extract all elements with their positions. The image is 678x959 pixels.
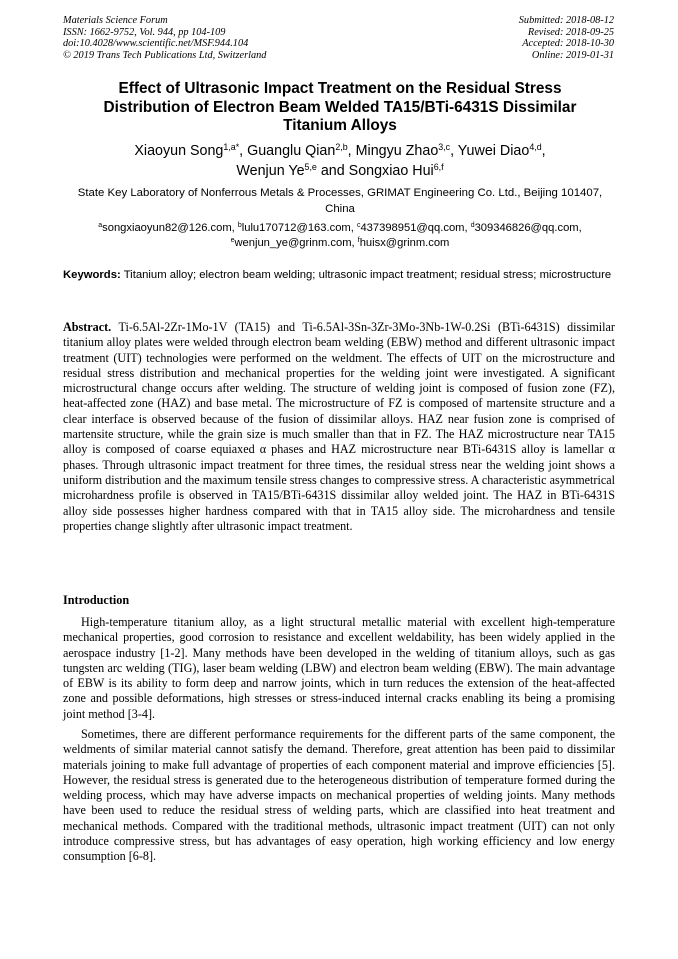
journal-copyright: © 2019 Trans Tech Publications Ltd, Switzerland [63,49,267,61]
author-name: Guanglu Qian [247,143,336,159]
author-line [60,141,620,161]
author-affiliation-mark: 1,a* [223,142,240,153]
author-name: Songxiao Hui [348,163,434,179]
date-revised: Revised: 2018-09-25 [527,26,614,38]
email-link[interactable]: lulu170712@163.com [241,222,351,234]
keywords-label: Keywords: [63,269,121,281]
email-mark: f [357,237,360,245]
author-separator: , [450,143,458,159]
abstract-block [63,320,615,534]
author-affiliation-mark: 2,b [335,142,348,153]
publication-dates [519,15,614,61]
title-line: Titanium Alloys [283,117,397,134]
title-line: Effect of Ultrasonic Impact Treatment on the Residual Stress [118,80,562,97]
author-affiliation-mark: 4,d [529,142,542,153]
date-accepted: Accepted: 2018-10-30 [522,38,614,50]
abstract-text: Ti-6.5Al-2Zr-1Mo-1V (TA15) and Ti-6.5Al-3Sn-3Zr-3Mo-3Nb-1W-0.2Si (BTi-6431S) dissimilar titanium alloy plates were welded through electron beam welding (EBW) method and different ultrasonic impact treatment (UIT) technologies were performed on the weldment. The effects of UIT on the microstructure and residual stress distribution and mechanical properties for the welding joint were investigated. A significant microstructural change occurs after welding. The structure of welding joint is composed of fusion zone (FZ), heat-affected zone (HAZ) and base metal. The microstructure of FZ is composed of martensite structure and a clear interface is observed because of the fusion of dissimilar alloys. HAZ near fusion zone is comprised of martensite structure, while the grain size is much smaller than that in FZ. The HAZ microstructure near TA15 alloy is composed of coarse equiaxed α phases and HAZ microstructure near BTi-6431S alloy is lamellar α phases. Through ultrasonic impact treatment for three times, the residual stress near the welding joint shows a uniform distribution and the maximum tensile stress changes to compressive stress. A characteristic asymmetrical microhardness profile is observed in TA15/BTi-6431S dissimilar alloy welded joint. The HAZ in BTi-6431S alloy side possesses higher hardness compared with that in TA15 alloy side. The microhardness and tensile properties change slightly after ultrasonic impact treatment. [63,320,615,533]
email-separator: , [578,222,582,234]
email-link[interactable]: wenjun_ye@grinm.com [234,237,352,250]
author-separator: , [347,143,356,159]
author-affiliation-mark: 3,c [438,142,451,153]
abstract-label: Abstract. [63,320,112,334]
title-line: Distribution of Electron Beam Welded TA15/BTi-6431S Dissimilar [103,98,577,116]
date-online: Online: 2019-01-31 [531,49,614,61]
author-affiliation-mark: 5,e [304,162,317,173]
date-submitted: Submitted: 2018-08-12 [518,15,614,26]
section-heading-introduction: Introduction [63,593,130,607]
author-line [60,161,620,181]
email-line [60,221,620,236]
journal-info [63,15,266,61]
author-name: Wenjun Ye [236,163,305,179]
author-separator: , [541,143,546,159]
body-paragraph: High-temperature titanium alloy, as a light structural metallic material with excellent high-temperature mechanical properties, good corrosion to resistance and excellent weldability, has been widely applied in the aerospace industry [1-2]. Many methods have been developed in the welding of titanium alloys, such as gas tungsten arc welding (TIG), laser beam welding (LBW) and electron beam welding (EBW). The main advantage of EBW is its ability to form deep and narrow joints, which in turn reduces the extension of the heat-affected zone and possible deformations, high stresses or stress-induced internal cracks enabling its being a promising joint method [3-4]. [63,615,615,721]
author-separator: and [316,163,349,179]
email-separator: , [231,222,238,234]
author-list [60,141,620,181]
email-list [60,221,620,251]
journal-doi[interactable]: doi:10.4028/www.scientific.net/MSF.944.104 [63,38,249,50]
email-mark: b [237,222,242,230]
author-name: Xiaoyun Song [134,143,224,159]
email-mark: c [356,222,361,230]
email-line [60,236,620,251]
author-separator: , [239,143,248,159]
paper-title [60,80,620,136]
keywords-text: Titanium alloy; electron beam welding; ultrasonic impact treatment; residual stress; microstructure [123,269,612,281]
email-mark: a [98,222,103,230]
email-separator: , [464,222,471,234]
author-affiliation-mark: 6,f [433,162,444,173]
author-name: Mingyu Zhao [355,143,439,159]
affiliation: State Key Laboratory of Nonferrous Metals & Processes, GRIMAT Engineering Co. Ltd., Beijing 101407, China [77,187,603,215]
email-link[interactable]: 309346826@qq.com [474,222,579,234]
email-mark: e [230,237,235,245]
body-paragraph: Sometimes, there are different performance requirements for the different parts of the same component, the weldments of similar material cannot satisfy the demand. Therefore, great attention has been paid to dissimilar materials joining to make full advantage of properties of each component material and improve efficiencies [5]. However, the residual stress is generated due to the heterogeneous distribution of temperature formed during the welding process, which may have adverse impacts on mechanical properties of welding joints. Many methods have been used to reduce the residual stress of welding parts, which are classified into heat treatment and mechanical methods. Compared with the traditional methods, ultrasonic impact treatment (UIT) can not only introduce compressive stress, but has advantages of easy operation, high working efficiency and low energy consumption [6-8]. [63,727,615,864]
email-mark: d [470,222,475,230]
email-separator: , [350,222,357,234]
email-link[interactable]: huisx@grinm.com [359,237,450,250]
email-separator: , [351,237,358,250]
journal-issn: ISSN: 1662-9752, Vol. 944, pp 104-109 [63,26,226,38]
author-name: Yuwei Diao [457,143,530,159]
email-link[interactable]: songxiaoyun82@126.com [102,222,232,234]
journal-name: Materials Science Forum [63,15,168,26]
email-link[interactable]: 437398951@qq.com [360,222,465,234]
keywords-block [63,268,615,283]
